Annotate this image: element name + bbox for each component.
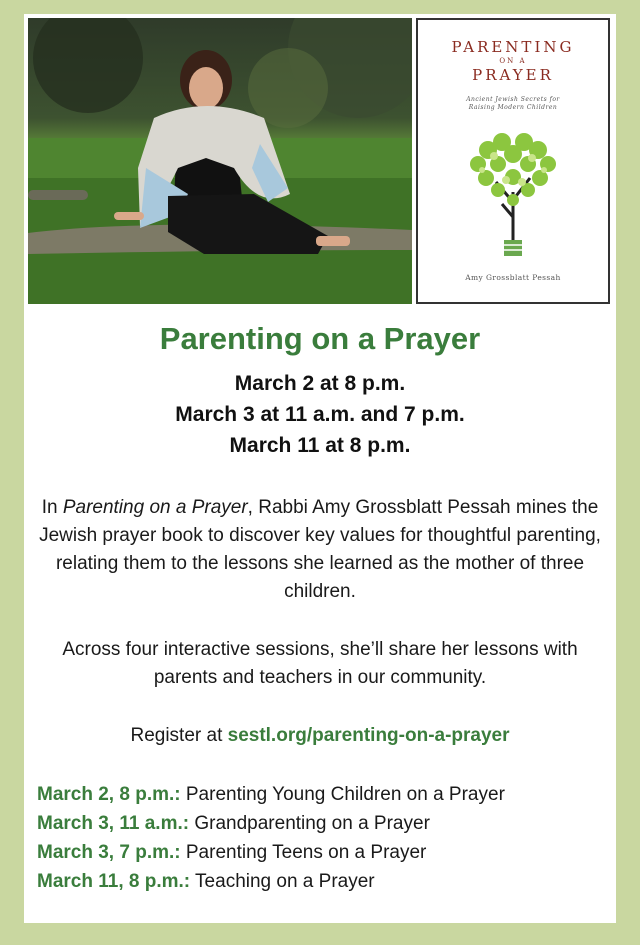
session-when: March 2, 8 p.m.: (37, 784, 181, 805)
session-list (37, 780, 608, 896)
session-item (37, 780, 608, 809)
book-title-line-1: PARENTING (451, 38, 575, 56)
author-photo-illustration (28, 18, 412, 304)
description-intro-rest: , Rabbi Amy Grossblatt Pessah mines the Jewish prayer book to discover key values for thoughtful parenting, relating them to the lessons she learned as the mother of three children. (39, 497, 601, 602)
event-dates (24, 368, 616, 461)
book-subtitle (418, 96, 608, 112)
session-topic: Grandparenting on a Prayer (189, 813, 430, 834)
description-paragraph (36, 494, 604, 606)
event-date-2: March 3 at 11 a.m. and 7 p.m. (175, 403, 465, 426)
sessions-paragraph: Across four interactive sessions, she’ll share her lessons with parents and teachers in our community. (62, 639, 578, 688)
book-title-line-2: ON A (499, 57, 527, 65)
author-photo (28, 18, 412, 304)
session-item (37, 809, 608, 838)
register-line (36, 722, 604, 750)
event-title: Parenting on a Prayer (159, 321, 481, 356)
description-intro-prefix: In (41, 497, 63, 518)
register-link[interactable]: sestl.org/parenting-on-a-prayer (227, 725, 510, 746)
book-title-italic: Parenting on a Prayer (62, 497, 248, 518)
session-when: March 3, 11 a.m.: (37, 813, 190, 834)
book-subtitle-line-1: Ancient Jewish Secrets for (466, 96, 560, 103)
session-item (37, 838, 608, 867)
session-when: March 3, 7 p.m.: (37, 842, 181, 863)
heart-tree-icon (458, 122, 568, 262)
session-topic: Teaching on a Prayer (190, 871, 375, 892)
book-title-line-3: PRAYER (472, 66, 554, 84)
event-date-1: March 2 at 8 p.m. (234, 372, 406, 395)
session-when: March 11, 8 p.m.: (37, 871, 191, 892)
session-topic: Parenting Teens on a Prayer (180, 842, 427, 863)
event-flyer (24, 14, 616, 923)
session-item (37, 867, 608, 896)
register-prefix: Register at (130, 725, 228, 746)
book-cover (416, 18, 610, 304)
session-topic: Parenting Young Children on a Prayer (180, 784, 505, 805)
event-date-3: March 11 at 8 p.m. (229, 434, 411, 457)
book-author: Amy Grossblatt Pessah (465, 273, 561, 282)
book-subtitle-line-2: Raising Modern Children (468, 104, 558, 111)
